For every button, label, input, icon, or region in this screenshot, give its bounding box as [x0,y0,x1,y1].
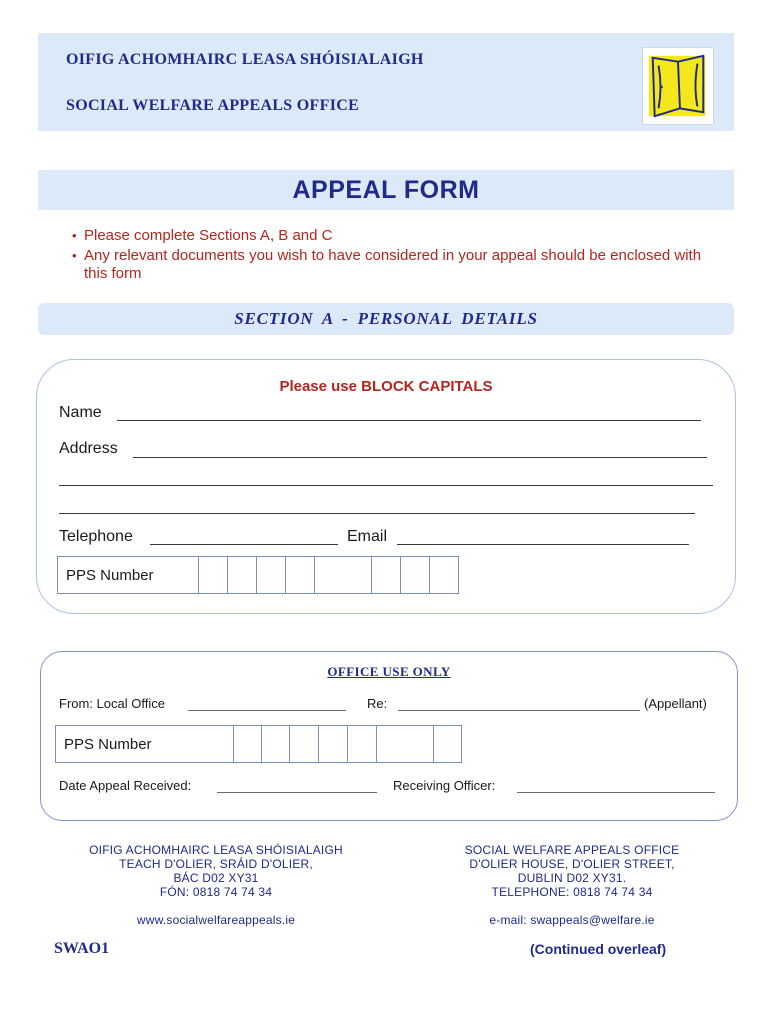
footer-irish-line: OIFIG ACHOMHAIRC LEASA SHÓISIALAIGH [89,843,343,857]
footer-english-line: D'OLIER HOUSE, D'OLIER STREET, [469,857,675,871]
pps-number-box [57,556,459,594]
address-field-line-2[interactable] [59,485,713,486]
office-pps-number-box [55,725,462,763]
pps-number-cells [198,557,458,593]
footer-english-line: SOCIAL WELFARE APPEALS OFFICE [464,843,680,857]
telephone-field[interactable] [150,544,338,545]
pps-digit-cell[interactable] [433,726,461,762]
form-code: SWAO1 [54,940,110,957]
continued-overleaf-note: (Continued overleaf) [530,941,667,957]
date-received-field[interactable] [217,792,377,793]
header-band [38,33,734,131]
personal-details-box [36,359,736,614]
section-a-title: SECTION A - PERSONAL DETAILS [234,309,538,328]
office-use-box [40,651,738,821]
office-name-english: SOCIAL WELFARE APPEALS OFFICE [66,97,360,114]
footer-irish-line: FÓN: 0818 74 74 34 [159,885,273,899]
re-label: Re: [367,696,388,711]
pps-digit-cell[interactable] [314,557,371,593]
pps-digit-cell[interactable] [429,557,458,593]
section-a-header [38,303,734,335]
pps-digit-cell[interactable] [347,726,376,762]
pps-digit-cell[interactable] [261,726,289,762]
footer-address-irish [55,843,377,927]
pps-digit-cell[interactable] [256,557,285,593]
pps-digit-cell[interactable] [400,557,429,593]
footer-english-line: TELEPHONE: 0818 74 74 34 [491,885,653,899]
footer-address-english [430,843,714,927]
instruction-item: • Any relevant documents you wish to have considered in your appeal should be enclosed with this form [72,247,712,283]
block-capitals-note: Please use BLOCK CAPITALS [279,378,493,395]
receiving-officer-label: Receiving Officer: [393,778,496,793]
pps-number-label: PPS Number [66,566,154,584]
title-band [38,170,734,210]
footer-irish-line: TEACH D'OLIER, SRÁID D'OLIER, [119,857,313,871]
email-label: Email [347,528,388,545]
office-pps-number-label: PPS Number [64,735,152,753]
address-label: Address [59,440,118,457]
email-field[interactable] [397,544,689,545]
pps-digit-cell[interactable] [376,726,433,762]
address-field-line-1[interactable] [133,457,707,458]
pps-digit-cell[interactable] [318,726,347,762]
pps-digit-cell[interactable] [289,726,318,762]
office-pps-number-cells [233,726,461,762]
office-name-irish: OIFIG ACHOMHAIRC LEASA SHÓISIALAIGH [66,51,424,68]
footer-email-link[interactable]: e-mail: swappeals@welfare.ie [489,913,655,927]
date-received-label: Date Appeal Received: [59,778,192,793]
instructions-list [72,227,712,285]
pps-digit-cell[interactable] [233,726,261,762]
local-office-field[interactable] [188,710,346,711]
pps-digit-cell[interactable] [198,557,227,593]
footer-website-link[interactable]: www.socialwelfareappeals.ie [136,913,296,927]
instruction-item: • Please complete Sections A, B and C [72,227,712,245]
office-use-title: OFFICE USE ONLY [327,664,451,679]
name-label: Name [59,404,102,421]
pps-digit-cell[interactable] [285,557,314,593]
appellant-label: (Appellant) [644,696,707,711]
telephone-label: Telephone [59,528,133,545]
address-field-line-3[interactable] [59,513,695,514]
form-title: APPEAL FORM [292,176,480,204]
swao-logo [642,47,714,125]
receiving-officer-field[interactable] [517,792,715,793]
footer-english-line: DUBLIN D02 XY31. [517,871,627,885]
name-field[interactable] [117,420,701,421]
local-office-label: From: Local Office [59,696,165,711]
pps-digit-cell[interactable] [227,557,256,593]
appellant-field[interactable] [398,710,640,711]
pps-digit-cell[interactable] [371,557,400,593]
logo-graphic [643,48,713,124]
footer-irish-line: BÁC D02 XY31 [173,871,259,885]
